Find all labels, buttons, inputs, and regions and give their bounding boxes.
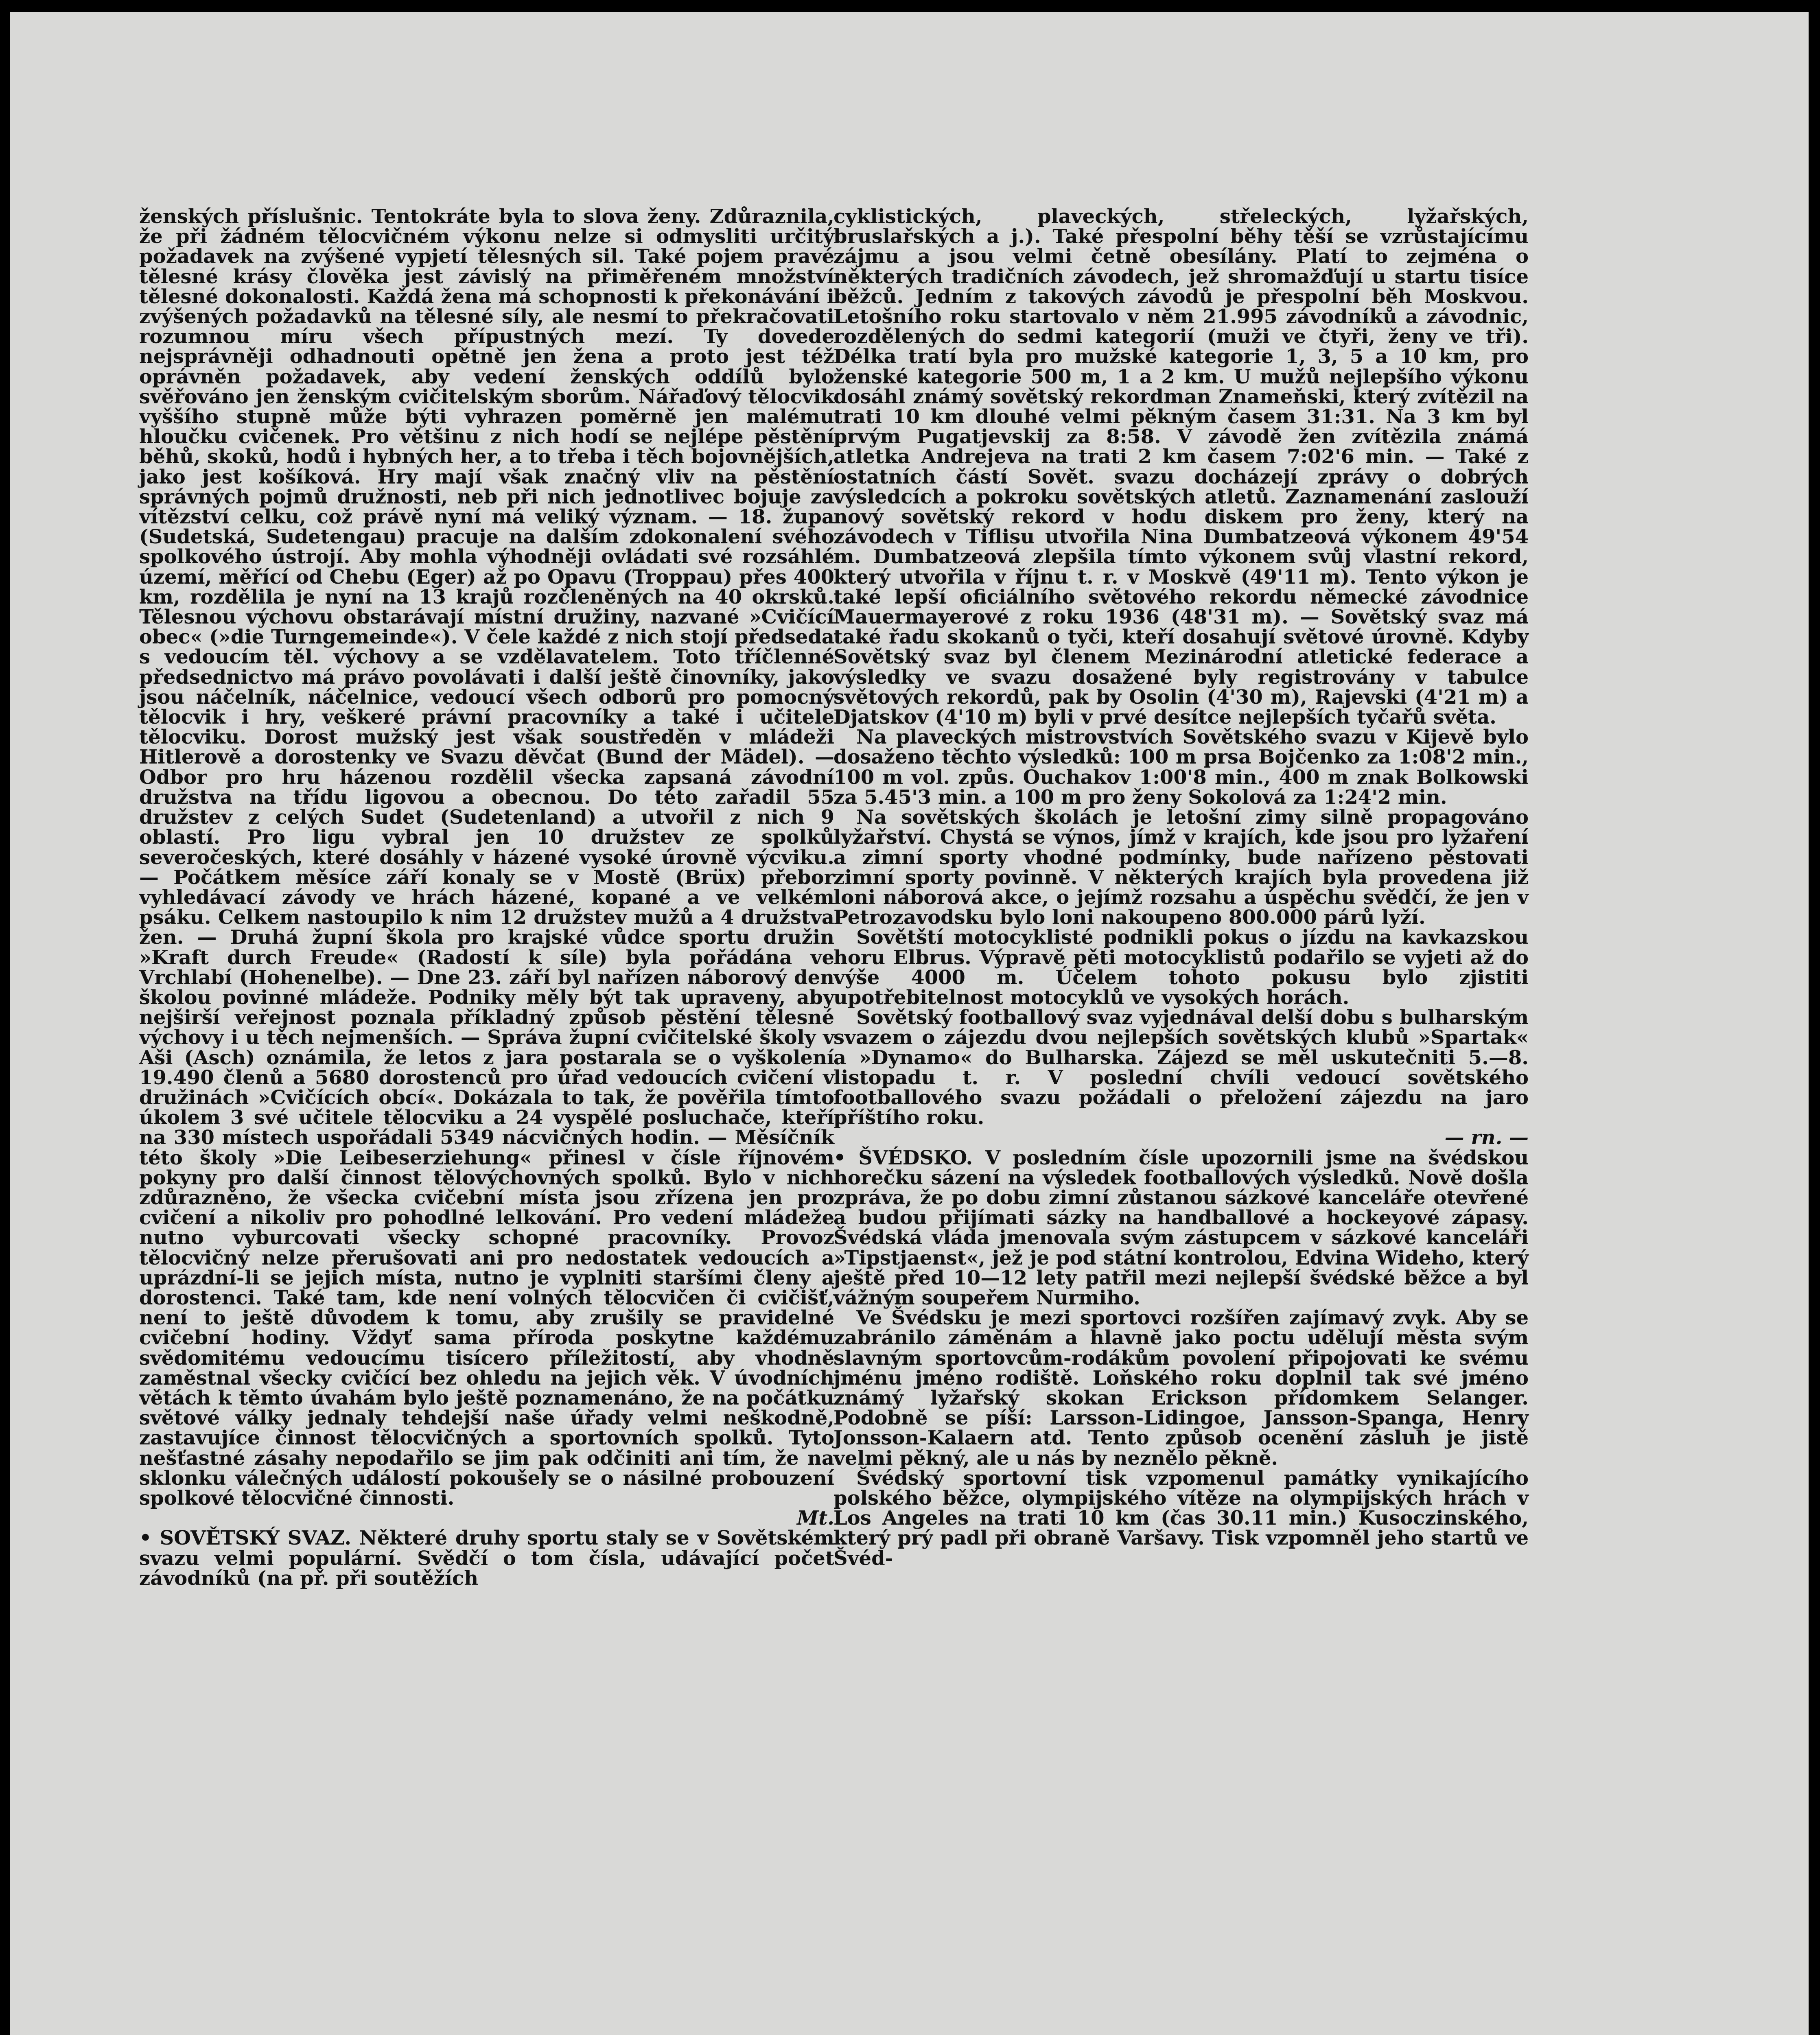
article-paragraph: Ve Švédsku je mezi sportovci rozšířen zajímavý zvyk. Aby se zabránilo záměnám a hlavně jako poctu udělují města svým slavným sportovcům-rodákům povolení připojovati ke svému jménu jméno rodiště. Loňského roku doplnil tak své jméno známý lyžařský skokan Erickson přídomkem Selanger. Podobně se píší: Larsson-Lidingoe, Jansson-Spanga, Henry Jonsson-Kalaern atd. Tento způsob ocenění zásluh je jistě velmi pěkný, ale u nás by neznělo pěkně. — [833, 1306, 1529, 1470]
section-paragraph-soviet-union: • SOVĚTSKÝ SVAZ. Některé druhy sportu staly se v Sovětském svazu velmi populární. Svědčí o tom čísla, udávající počet závodníků (na př. při soutěžích — [139, 1528, 834, 1589]
article-paragraph: Sovětský footballový svaz vyjednával delší dobu s bulharským svazem o zájezdu dvou nejlepších sovětských klubů »Spartak« a »Dynamo« do Bulharska. Zájezd se měl uskutečniti 5.—8. listopadu t. r. V poslední chvíli vedoucí sovětského footballového svazu požádali o přeložení zájezdu na jaro příštího roku. — [833, 1006, 1529, 1129]
article-paragraph: Na plaveckých mistrovstvích Sovětského svazu v Kijevě bylo dosaženo těchto výsledků: 100 m prsa Bojčenko za 1:08'2 min., 100 m vol. způs. Ouchakov 1:00'8 min., 400 m znak Bolkowski za 5.45'3 min. a 100 m pro ženy Sokolová za 1:24'2 min. — [833, 726, 1529, 809]
right-column — [833, 207, 1529, 1569]
article-paragraph: cyklistických, plaveckých, střeleckých, lyžařských, bruslařských a j.). Také přespolní běhy těší se vzrůstajícímu zájmu a jsou velmi četně obesílány. Platí to zejména o některých tradičních závodech, jež shromažďují u startu tisíce běžců. Jedním z takových závodů je přespolní běh Moskvou. Letošního roku startovalo v něm 21.995 závodníků a závodnic, rozdělených do sedmi kategorií (muži ve čtyři, ženy ve tři). Délka tratí byla pro mužské kategorie 1, 3, 5 a 10 km, pro ženské kategorie 500 m, 1 a 2 km. U mužů nejlepšího výkonu dosáhl známý sovětský rekordman Znameňski, který zvítězil na trati 10 km dlouhé velmi pěkným časem 31:31. Na 3 km byl prvým Pugatjevskij za 8:58. V závodě žen zvítězila známá atletka Andrejeva na trati 2 km časem 7:02'6 min. — Také z ostatních částí Sovět. svazu docházejí zprávy o dobrých výsledcích a pokroku sovětských atletů. Zaznamenání zaslouží nový sovětský rekord v hodu diskem pro ženy, který na závodech v Tiflisu utvořila Nina Dumbatzeová výkonem 49'54 m. Dumbatzeová zlepšila tímto výkonem svůj vlastní rekord, který utvořila v říjnu t. r. v Moskvě (49'11 m). Tento výkon je také lepší oficiálního světového rekordu německé závodnice Mauermayerové z roku 1936 (48'31 m). — Sovětský svaz má také řadu skokanů o tyči, kteří dosahují světové úrovně. Kdyby Sovětský svaz byl členem Mezinárodní atletické federace a výsledky ve svazu dosažené byly registrovány v tabulce světových rekordů, pak by Osolin (4'30 m), Rajevski (4'21 m) a Djatskov (4'10 m) byli v prvé desítce nejlepších tyčařů světa. — [833, 205, 1529, 729]
author-signature: Mt. — [796, 1507, 834, 1530]
article-paragraph: Sovětští motocyklisté podnikli pokus o jízdu na kavkazskou horu Elbrus. Výpravě pěti motocyklistů podařilo se vyjeti až do výše 4000 m. Účelem tohoto pokusu bylo zjistiti upotřebitelnost motocyklů ve vysokých horách. — [833, 926, 1529, 1009]
article-paragraph: ženských příslušnic. Tentokráte byla to slova ženy. Zdůraznila, že při žádném tělocvičném výkonu nelze si odmysliti určitý požadavek na zvýšené vypjetí tělesných sil. Také pojem pravé tělesné krásy člověka jest závislý na přiměřeném množství tělesné dokonalosti. Každá žena má schopnosti k překonávání i zvýšených požadavků na tělesné síly, ale nesmí to překračovati rozumnou míru všech přípustných mezí. Ty dovede nejsprávněji odhadnouti opětně jen žena a proto jest též oprávněn požadavek, aby vedení ženských oddílů bylo svěřováno jen ženským cvičitelským sborům. Nářaďový tělocvik vyššího stupně může býti vyhrazen poměrně jen malému hloučku cvičenek. Pro většinu z nich hodí se nejlépe pěstění běhů, skoků, hodů i hybných her, a to třeba i těch bojovnějších, jako jest košíková. Hry mají však značný vliv na pěstění správných pojmů družnosti, neb při nich jednotlivec bojuje za vítězství celku, což právě nyní má veliký význam. — 18. župa (Sudetská, Sudetengau) pracuje na dalším zdokonalení svého spolkového ústrojí. Aby mohla výhodněji ovládati své rozsáhlé území, měřící od Chebu (Eger) až po Opavu (Troppau) přes 400 km, rozdělila je nyní na 13 krajů rozčleněných na 40 okrsků. Tělesnou výchovu obstarávají místní družiny, nazvané »Cvičící obec« (»die Turngemeinde«). V čele každé z nich stojí předseda s vedoucím těl. výchovy a se vzdělavatelem. Toto tříčlenné předsednictvo má právo povolávati i další ještě činovníky, jako jsou náčelník, náčelnice, vedoucí všech odborů pro pomocný tělocvik i hry, veškeré právní pracovníky a také i učitele tělocviku. Dorost mužský jest však soustředěn v mládeži Hitlerově a dorostenky ve Svazu děvčat (Bund der Mädel). — Odbor pro hru házenou rozdělil všecka zapsaná závodní družstva na třídu ligovou a obecnou. Do této zařadil 55 družstev z celých Sudet (Sudetenland) a utvořil z nich 9 oblastí. Pro ligu vybral jen 10 družstev ze spolků severočeských, které dosáhly v házené vysoké úrovně výcviku. — Počátkem měsíce září konaly se v Mostě (Brüx) přebor vyhledávací závody ve hrách házené, kopané a ve velkém psáku. Celkem nastoupilo k nim 12 družstev mužů a 4 družstva žen. — Druhá župní škola pro krajské vůdce sportu družin »Kraft durch Freude« (Radostí k síle) byla pořádána ve Vrchlabí (Hohenelbe). — Dne 23. září byl nařízen náborový den školou povinné mládeže. Podniky měly být tak upraveny, aby nejširší veřejnost poznala příkladný způsob pěstění tělesné výchovy i u těch nejmenších. — Správa župní cvičitelské školy v Aši (Asch) oznámila, že letos z jara postarala se o vyškolení 19.490 členů a 5680 dorostenců pro úřad vedoucích cvičení v družinách »Cvičících obcí«. Dokázala to tak, že pověřila tímto úkolem 3 své učitele tělocviku a 24 vyspělé posluchače, kteří na 330 místech uspořádali 5349 nácvičných hodin. — Měsíčník této školy »Die Leibeserziehung« přinesl v čísle říjnovém pokyny pro další činnost tělovýchovných spolků. Bylo v nich zdůrazněno, že všecka cvičební místa jsou zřízena jen pro cvičení a nikoliv pro pohodlné lelkování. Pro vedení mládeže nutno vyburcovati všecky schopné pracovníky. Provoz tělocvičný nelze přerušovati ani pro nedostatek vedoucích a uprázdní-li se jejich místa, nutno je vyplniti staršími členy a dorostenci. Také tam, kde není volných tělocvičen či cvičišť, není to ještě důvodem k tomu, aby zrušily se pravidelné cvičební hodiny. Vždyť sama příroda poskytne každému svědomitému vedoucímu tisícero příležitostí, aby vhodně zaměstnal všecky cvičící bez ohledu na jejich věk. V úvodních větách k těmto úvahám bylo ještě poznamenáno, že na počátku světové války jednaly tehdejší naše úřady velmi neškodně, zastavujíce činnost tělocvičných a sportovních spolků. Tyto nešťastné zásahy nepodařilo se jim pak odčiniti ani tím, že na sklonku válečných událostí pokoušely se o násilné probouzení spolkové tělocvičné činnosti. — [139, 205, 834, 1510]
magazine-page — [10, 12, 1809, 2035]
author-signature: — rn. — — [1444, 1126, 1529, 1149]
section-paragraph-sweden: • ŠVÉDSKO. V posledním čísle upozornili jsme na švédskou horečku sázení na výsledek footballových výsledků. Nově došla zpráva, že po dobu zimní zůstanou sázkové kanceláře otevřené a budou přijímati sázky na handballové a hockeyové zápasy. Švédská vláda jmenovala svým zástupcem v sázkové kanceláři »Tipstjaenst«, jež je pod státní kontrolou, Edvina Wideho, který ještě před 10—12 lety patřil mezi nejlepší švédské běžce a byl vážným soupeřem Nurmiho. — [833, 1148, 1529, 1309]
left-column — [139, 207, 834, 1589]
article-paragraph: Na sovětských školách je letošní zimy silně propagováno lyžařství. Chystá se výnos, jímž v krajích, kde jsou pro lyžaření a zimní sporty vhodné podmínky, bude nařízeno pěstovati zimní sporty povinně. V některých krajích byla provedena již loni náborová akce, o jejímž rozsahu a úspěchu svědčí, že jen v Petrozavodsku bylo loni nakoupeno 800.000 párů lyží. — [833, 806, 1529, 929]
article-paragraph: Švédský sportovní tisk vzpomenul památky vynikajícího polského běžce, olympijského vítěze na olympijských hrách v Los Angeles na trati 10 km (čas 30.11 min.) Kusoczinského, který prý padl při obraně Varšavy. Tisk vzpomněl jeho startů ve Švéd- — [833, 1466, 1529, 1570]
